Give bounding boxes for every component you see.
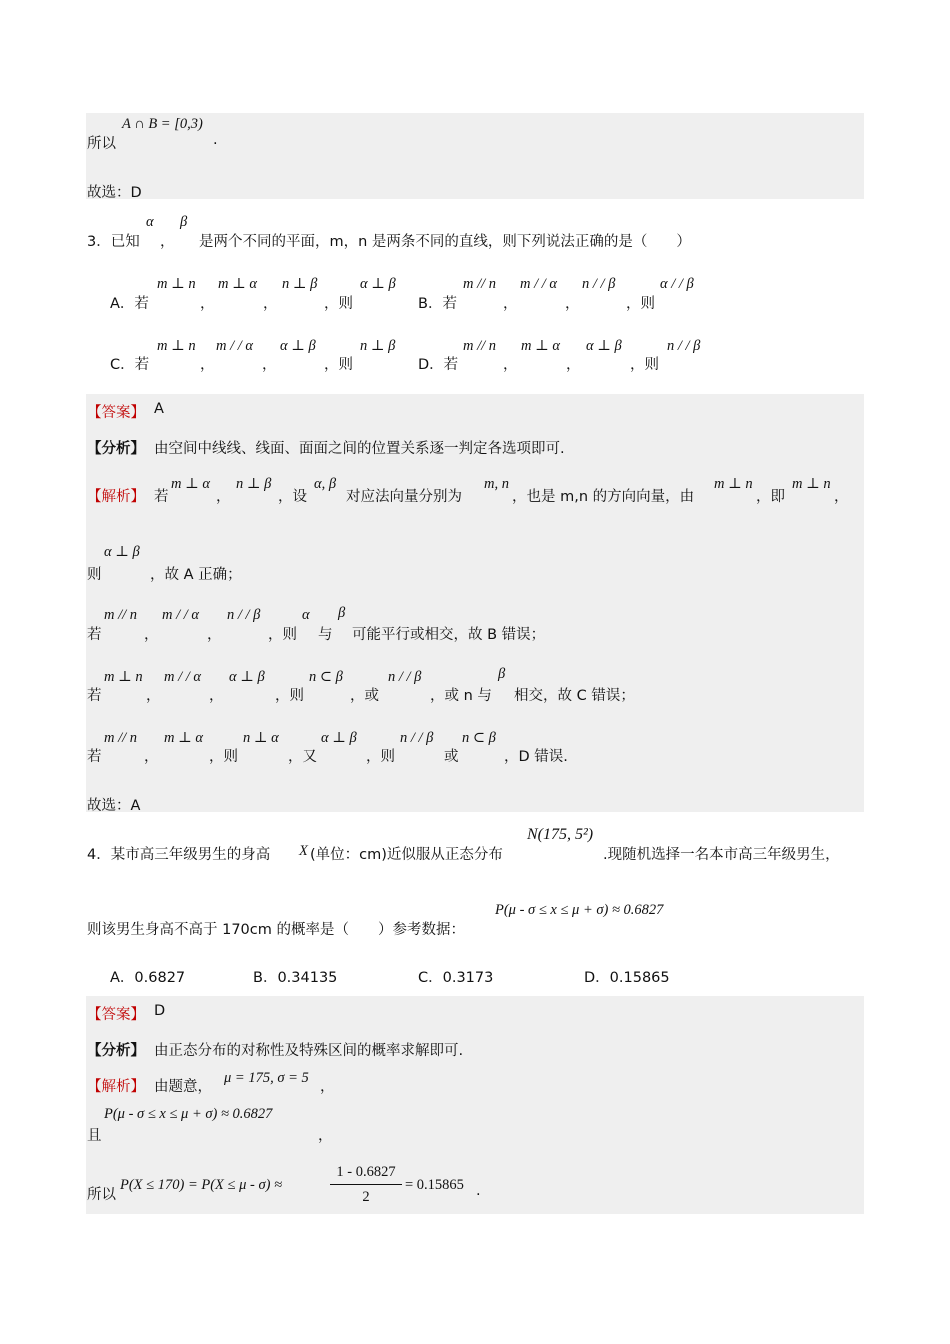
var-x: X [299, 843, 308, 859]
sep: ， [200, 357, 215, 373]
answer-tag: 【答案】 [87, 1007, 145, 1023]
math-expr: n / / β [227, 607, 261, 623]
math-expr: m ⊥ n [714, 476, 753, 492]
q4-option-d: D．0.15865 [584, 970, 670, 986]
option-d-expr-4: n / / β [667, 338, 701, 354]
math-expr: n ⊥ β [236, 476, 272, 492]
option-b-expr-1: m // n [463, 276, 497, 292]
q4-option-a: A．0.6827 [110, 970, 186, 986]
answer-value: D [154, 1003, 166, 1019]
text: 若 [87, 688, 102, 704]
text: ，则 [275, 688, 304, 704]
normal-dist: N(175, 5²) [527, 826, 594, 843]
solution-tag: 【解析】 [87, 1079, 145, 1095]
text: ， [834, 489, 849, 505]
math-expr: m ⊥ α [171, 476, 210, 492]
text: 对应法向量分别为 [346, 489, 462, 505]
analysis-text: 由空间中线线、线面、面面之间的位置关系逐一判定各选项即可. [154, 441, 565, 457]
analysis-tag: 【分析】 [87, 441, 145, 457]
math-expr: m ⊥ n [792, 476, 831, 492]
text: 若 [87, 749, 102, 765]
math-expr: α [302, 607, 310, 623]
sep: ， [263, 296, 278, 312]
math-expr: P(μ - σ ≤ x ≤ μ + σ) ≈ 0.6827 [104, 1106, 273, 1122]
text: ，或 n 与 [430, 688, 492, 704]
q3-number: 3．已知 [87, 234, 140, 250]
fraction-denominator: 2 [362, 1189, 370, 1205]
reference-data: P(μ - σ ≤ x ≤ μ + σ) ≈ 0.6827 [495, 902, 664, 918]
text: 且 [87, 1128, 102, 1144]
then: ，则 [626, 296, 655, 312]
option-c-label: C．若 [110, 357, 150, 373]
math-expr: n ⊥ α [243, 730, 279, 746]
option-d-expr-2: m ⊥ α [521, 338, 560, 354]
math-expr: m // n [104, 607, 138, 623]
math-expr: = 0.15865 [405, 1177, 464, 1193]
text: ，故 A 正确； [150, 567, 242, 583]
text: ，则 [209, 749, 238, 765]
then: ，则 [324, 357, 353, 373]
comma: ， [160, 234, 175, 250]
option-c-expr-3: α ⊥ β [280, 338, 316, 354]
q4-stem-2: (单位：cm)近似服从正态分布 [310, 847, 503, 863]
text: 可能平行或相交，故 B 错误； [352, 627, 546, 643]
text: ，也是 m,n 的方向向量，由 [512, 489, 695, 505]
analysis-tag: 【分析】 [87, 1043, 145, 1059]
beta: β [180, 214, 188, 230]
text: ，又 [288, 749, 317, 765]
text: ， [209, 688, 224, 704]
sep: ， [566, 357, 581, 373]
math-expr: α ⊥ β [229, 669, 265, 685]
sep: ， [200, 296, 215, 312]
math-expr: β [498, 666, 506, 682]
math-expr: α ⊥ β [104, 544, 140, 560]
text: 相交，故 C 错误； [514, 688, 635, 704]
sep: ， [503, 357, 518, 373]
alpha: α [146, 214, 154, 230]
text: . [476, 1183, 481, 1199]
q4-stem-1: 4．某市高三年级男生的身高 [87, 847, 271, 863]
text: 若 [154, 489, 169, 505]
math-expr: β [338, 605, 346, 621]
then: ，则 [630, 357, 659, 373]
set-expression: A ∩ B = [0,3) [122, 116, 203, 132]
math-expr: m / / α [164, 669, 202, 685]
solution-tag: 【解析】 [87, 489, 145, 505]
math-expr: n / / β [400, 730, 434, 746]
text: ，或 [350, 688, 379, 704]
text: ， [318, 1128, 333, 1144]
option-d-expr-3: α ⊥ β [586, 338, 622, 354]
text: 则 [87, 567, 102, 583]
text: ，则 [366, 749, 395, 765]
sep: ， [503, 296, 518, 312]
text: ， [320, 1079, 335, 1095]
option-b-label: B．若 [418, 296, 457, 312]
math-expr: P(X ≤ 170) = P(X ≤ μ - σ) ≈ [120, 1177, 283, 1193]
period: . [213, 132, 218, 148]
so-label: 所以 [87, 136, 116, 152]
q4-option-c: C．0.3173 [418, 970, 494, 986]
q2-choose: 故选：D [87, 185, 142, 201]
option-c-expr-1: m ⊥ n [157, 338, 196, 354]
math-expr: n ⊂ β [309, 669, 343, 685]
text: ，即 [756, 489, 785, 505]
math-expr: n / / β [388, 669, 422, 685]
option-d-label: D．若 [418, 357, 459, 373]
q3-stem: 是两个不同的平面，m，n 是两条不同的直线，则下列说法正确的是（ ） [199, 234, 691, 250]
text: 或 [444, 749, 459, 765]
analysis-text: 由正态分布的对称性及特殊区间的概率求解即可. [154, 1043, 464, 1059]
fraction-numerator: 1 - 0.6827 [336, 1164, 396, 1180]
option-c-expr-4: n ⊥ β [360, 338, 396, 354]
math-expr: α ⊥ β [321, 730, 357, 746]
option-d-expr-1: m // n [463, 338, 497, 354]
option-a-expr-4: α ⊥ β [360, 276, 396, 292]
math-expr: m, n [484, 476, 509, 492]
text: ， [216, 489, 231, 505]
math-expr: m ⊥ α [164, 730, 203, 746]
then: ，则 [324, 296, 353, 312]
text: ， [144, 627, 159, 643]
sep: ， [565, 296, 580, 312]
option-b-expr-3: n / / β [582, 276, 616, 292]
option-a-expr-2: m ⊥ α [218, 276, 257, 292]
option-b-expr-2: m / / α [520, 276, 558, 292]
math-expr: m // n [104, 730, 138, 746]
q3-choose: 故选：A [87, 798, 141, 814]
option-a-label: A．若 [110, 296, 149, 312]
option-a-expr-3: n ⊥ β [282, 276, 318, 292]
math-expr: n ⊂ β [462, 730, 496, 746]
fraction-bar [330, 1184, 402, 1185]
answer-tag: 【答案】 [87, 405, 145, 421]
text: ，设 [278, 489, 307, 505]
sep: ， [262, 357, 277, 373]
text: 若 [87, 627, 102, 643]
answer-value: A [154, 401, 164, 417]
math-expr: μ = 175, σ = 5 [224, 1070, 309, 1086]
math-expr: α, β [314, 476, 337, 492]
option-b-expr-4: α / / β [660, 276, 694, 292]
text: 与 [318, 627, 333, 643]
q4-stem-3: .现随机选择一名本市高三年级男生， [603, 847, 840, 863]
option-a-expr-1: m ⊥ n [157, 276, 196, 292]
math-expr: m / / α [162, 607, 200, 623]
text: 所以 [87, 1187, 116, 1203]
text: ， [207, 627, 222, 643]
text: ， [144, 749, 159, 765]
option-c-expr-2: m / / α [216, 338, 254, 354]
text: ，D 错误. [504, 749, 568, 765]
text: ，则 [268, 627, 297, 643]
text: 由题意， [154, 1079, 212, 1095]
text: ， [146, 688, 161, 704]
q4-option-b: B．0.34135 [253, 970, 338, 986]
math-expr: m ⊥ n [104, 669, 143, 685]
q4-stem-4: 则该男生身高不高于 170cm 的概率是（ ）参考数据： [87, 922, 465, 938]
